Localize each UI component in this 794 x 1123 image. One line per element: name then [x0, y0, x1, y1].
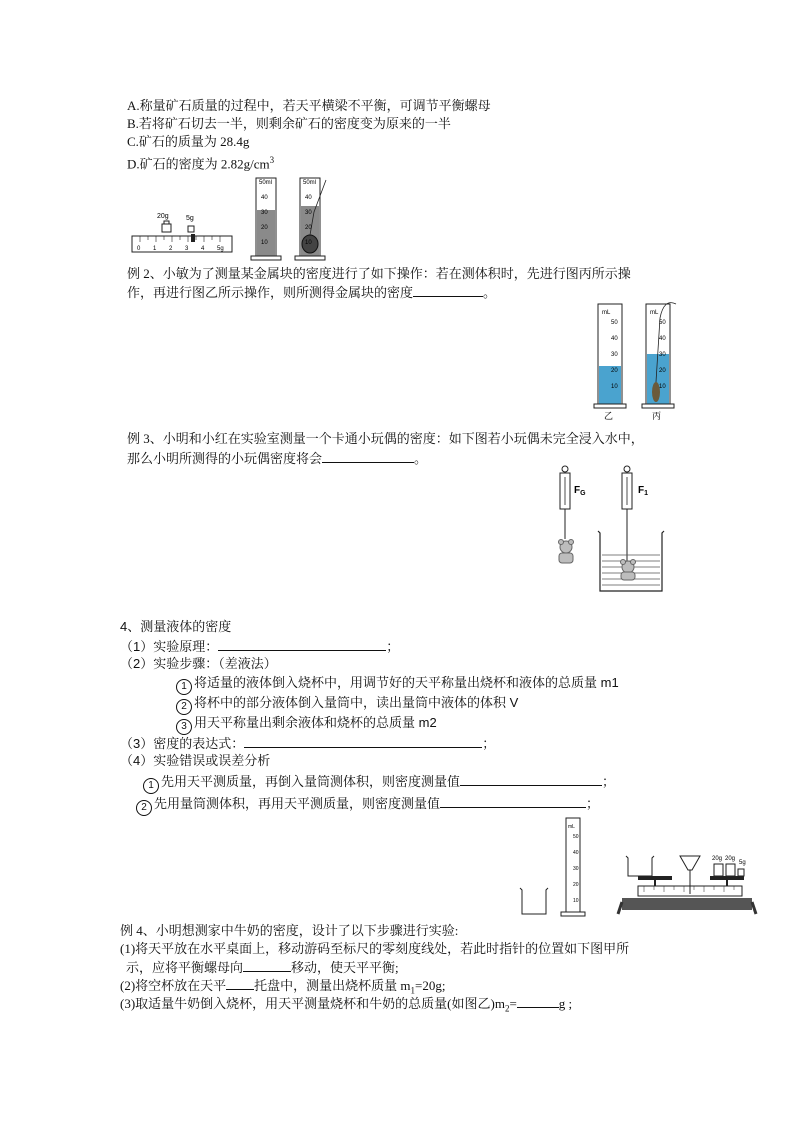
- example4-line5b: =: [509, 996, 517, 1011]
- item1-text: （1）实验原理：: [120, 639, 219, 654]
- fig4-tick-10: 10: [573, 898, 579, 904]
- label-bing: 丙: [652, 411, 662, 421]
- cyl-bing-tick-20: 20: [659, 368, 666, 374]
- cyl-a-tick-10: 10: [261, 240, 268, 246]
- error2-blank[interactable]: [440, 795, 586, 808]
- toy-doll-icon: [559, 540, 574, 564]
- pan-blank[interactable]: [226, 977, 254, 990]
- mass-blank[interactable]: [517, 995, 559, 1008]
- weight-20g-label: 20g: [157, 213, 169, 220]
- m2-subscript: 2: [504, 1003, 510, 1014]
- fig4-unit: mL: [568, 824, 575, 830]
- milk-beaker: [626, 856, 654, 876]
- example3-end: 。: [414, 451, 428, 466]
- scale-tick-1: 1: [153, 246, 157, 252]
- cyl-b-tick-40: 40: [305, 195, 312, 201]
- step2: [176, 695, 518, 715]
- fig4-weight-1: 20g: [725, 856, 736, 862]
- step1: [176, 675, 619, 695]
- cyl-b-tick-10: 10: [305, 240, 312, 246]
- error1: [143, 773, 615, 794]
- example4-line1: 例 4、小明想测家中牛奶的密度，设计了以下步骤进行实验:: [120, 923, 459, 938]
- fig4-tick-50: 50: [573, 834, 579, 840]
- example4-line4c: =20g;: [415, 978, 446, 993]
- cyl-a-tick-30: 30: [261, 210, 268, 216]
- m1-subscript: 1: [410, 985, 416, 996]
- cyl-yi-tick-50: 50: [611, 320, 618, 326]
- example4-line3: [126, 959, 399, 976]
- weight-20g-icon: [162, 224, 171, 232]
- example4-line5a: (3)取适量牛奶倒入烧杯，用天平测量烧杯和牛奶的总质量(如图乙)m: [120, 996, 505, 1011]
- example4-line4b: 托盘中，测量出烧杯质量 m: [254, 978, 411, 993]
- item3-end: ；: [482, 736, 496, 751]
- figure-milk-experiment: [514, 814, 764, 918]
- cyl-bing-tick-50: 50: [659, 320, 666, 326]
- step3: [176, 715, 437, 735]
- step3-text: 用天平称量出剩余液体和烧杯的总质量 m2: [194, 715, 437, 730]
- section4-title: 4、测量液体的密度: [120, 619, 232, 634]
- error2-end: ；: [586, 796, 600, 811]
- scale-tick-3: 3: [185, 246, 189, 252]
- example4-line3b: 移动，使天平平衡;: [291, 960, 399, 975]
- figure-blue-cylinders: [592, 298, 692, 423]
- error1-blank[interactable]: [460, 773, 602, 786]
- example2-line2-text: 作，再进行图乙所示操作，则所测得金属块的密度: [127, 285, 414, 300]
- cylinder-yi-water: [599, 366, 621, 406]
- weight-5g-label: 5g: [186, 215, 194, 222]
- cyl-yi-tick-20: 20: [611, 368, 618, 374]
- section4-item2: （2）实验步骤：（差液法）: [120, 656, 277, 671]
- cyl-yi-tick-10: 10: [611, 384, 618, 390]
- step2-text: 将杯中的部分液体倒入量筒中，读出量筒中液体的体积 V: [194, 695, 519, 710]
- cyl-b-tick-20: 20: [305, 225, 312, 231]
- cyl-yi-tick-40: 40: [611, 336, 618, 342]
- section4-item4: （4）实验错误或误差分析: [120, 753, 271, 768]
- cylinder-a-liquid: [257, 210, 275, 258]
- label-fg: $F_G$: [574, 485, 586, 497]
- example4-line3a: 示，应将平衡螺母向: [126, 960, 244, 975]
- error2: [136, 795, 599, 816]
- example3-line1: 例 3、小明和小红在实验室测量一个卡通小玩偶的密度：如下图若小玩偶未完全浸入水中，: [127, 431, 644, 446]
- example4-line5c: g ;: [558, 996, 573, 1011]
- fig4-tick-20: 20: [573, 882, 579, 888]
- fig4-weight-0: 20g: [712, 856, 723, 862]
- section4-item3: [120, 735, 495, 752]
- weight-5g-icon: [188, 226, 194, 232]
- error1-end: ；: [602, 774, 616, 789]
- section4-item1: [120, 638, 399, 655]
- option-d-text: D.矿石的密度为 2.82g/cm: [127, 156, 270, 172]
- example3-answer-blank[interactable]: [322, 450, 414, 463]
- step3-number: 3: [176, 719, 192, 735]
- example4-line4a: (2)将空杯放在天平: [120, 978, 227, 993]
- cyl-yi-tick-30: 30: [611, 352, 618, 358]
- error2-text: 先用量筒测体积，再用天平测质量，则密度测量值: [154, 796, 441, 811]
- cyl-bing-unit: mL: [650, 310, 659, 316]
- label-f1: $F_1$: [638, 485, 649, 497]
- cyl-bing-tick-10: 10: [659, 384, 666, 390]
- option-a: A.称量矿石质量的过程中，若天平横梁不平衡，可调节平衡螺母: [127, 98, 491, 113]
- balance-base: [622, 898, 752, 910]
- option-c: C.矿石的质量为 28.4g: [127, 134, 250, 149]
- fig4-tick-30: 30: [573, 866, 579, 872]
- example2-line1: 例 2、小敏为了测量某金属块的密度进行了如下操作：若在测体积时，先进行图丙所示操: [127, 266, 631, 281]
- example2-line2: [127, 284, 496, 301]
- cyl-a-tick-20: 20: [261, 225, 268, 231]
- step1-text: 将适量的液体倒入烧杯中，用调节好的天平称量出烧杯和液体的总质量 m1: [194, 675, 619, 690]
- option-b: B.若将矿石切去一半，则剩余矿石的密度变为原来的一半: [127, 116, 451, 131]
- example3-line2-text: 那么小明所测得的小玩偶密度将会: [127, 451, 323, 466]
- item1-end: ；: [386, 639, 400, 654]
- balance-pointer: [680, 856, 700, 870]
- option-d: [127, 152, 274, 172]
- scale-tick-2: 2: [169, 246, 173, 252]
- weight-20g-b-icon: [726, 864, 735, 876]
- cyl-b-tick-30: 30: [305, 210, 312, 216]
- cyl-b-tick-50: 50ml: [303, 180, 317, 186]
- figure-balance-and-cylinders: [128, 172, 338, 262]
- scale-tick-0: 0: [137, 246, 141, 252]
- expression-blank[interactable]: [244, 735, 482, 748]
- weight-5g-b-icon: [738, 869, 744, 876]
- direction-blank[interactable]: [243, 959, 291, 972]
- toy-doll-submerged-icon: [621, 560, 636, 581]
- rider-icon: [191, 234, 195, 242]
- cyl-bing-tick-30: 30: [659, 352, 666, 358]
- cyl-a-tick-40: 40: [261, 195, 268, 201]
- step1-number: 1: [176, 679, 192, 695]
- example4-line2: (1)将天平放在水平桌面上，移动游码至标尺的零刻度线处，若此时指针的位置如下图甲所: [120, 941, 630, 956]
- step2-number: 2: [176, 699, 192, 715]
- example3-line2: [127, 450, 427, 467]
- figure-spring-scales: [540, 463, 672, 595]
- error2-number: 2: [136, 800, 152, 816]
- cyl-yi-unit: mL: [602, 310, 611, 316]
- example2-answer-blank[interactable]: [413, 284, 483, 297]
- scale-tick-4: 4: [201, 246, 205, 252]
- example2-end: 。: [483, 285, 497, 300]
- error1-number: 1: [143, 778, 159, 794]
- fig4-tick-40: 40: [573, 850, 579, 856]
- error1-text: 先用天平测质量，再倒入量筒测体积，则密度测量值: [161, 774, 461, 789]
- item3-text: （3）密度的表达式：: [120, 736, 245, 751]
- empty-beaker: [520, 888, 548, 914]
- scale-tick-5: 5g: [217, 246, 224, 252]
- cyl-a-tick-50: 50ml: [259, 180, 273, 186]
- cyl-bing-tick-40: 40: [659, 336, 666, 342]
- fig4-weight-2: 5g: [739, 860, 746, 866]
- option-d-exponent: 3: [269, 155, 275, 165]
- weight-20g-a-icon: [714, 864, 723, 876]
- example4-line5: [120, 995, 572, 1017]
- principle-blank[interactable]: [218, 638, 386, 651]
- label-yi: 乙: [604, 411, 614, 421]
